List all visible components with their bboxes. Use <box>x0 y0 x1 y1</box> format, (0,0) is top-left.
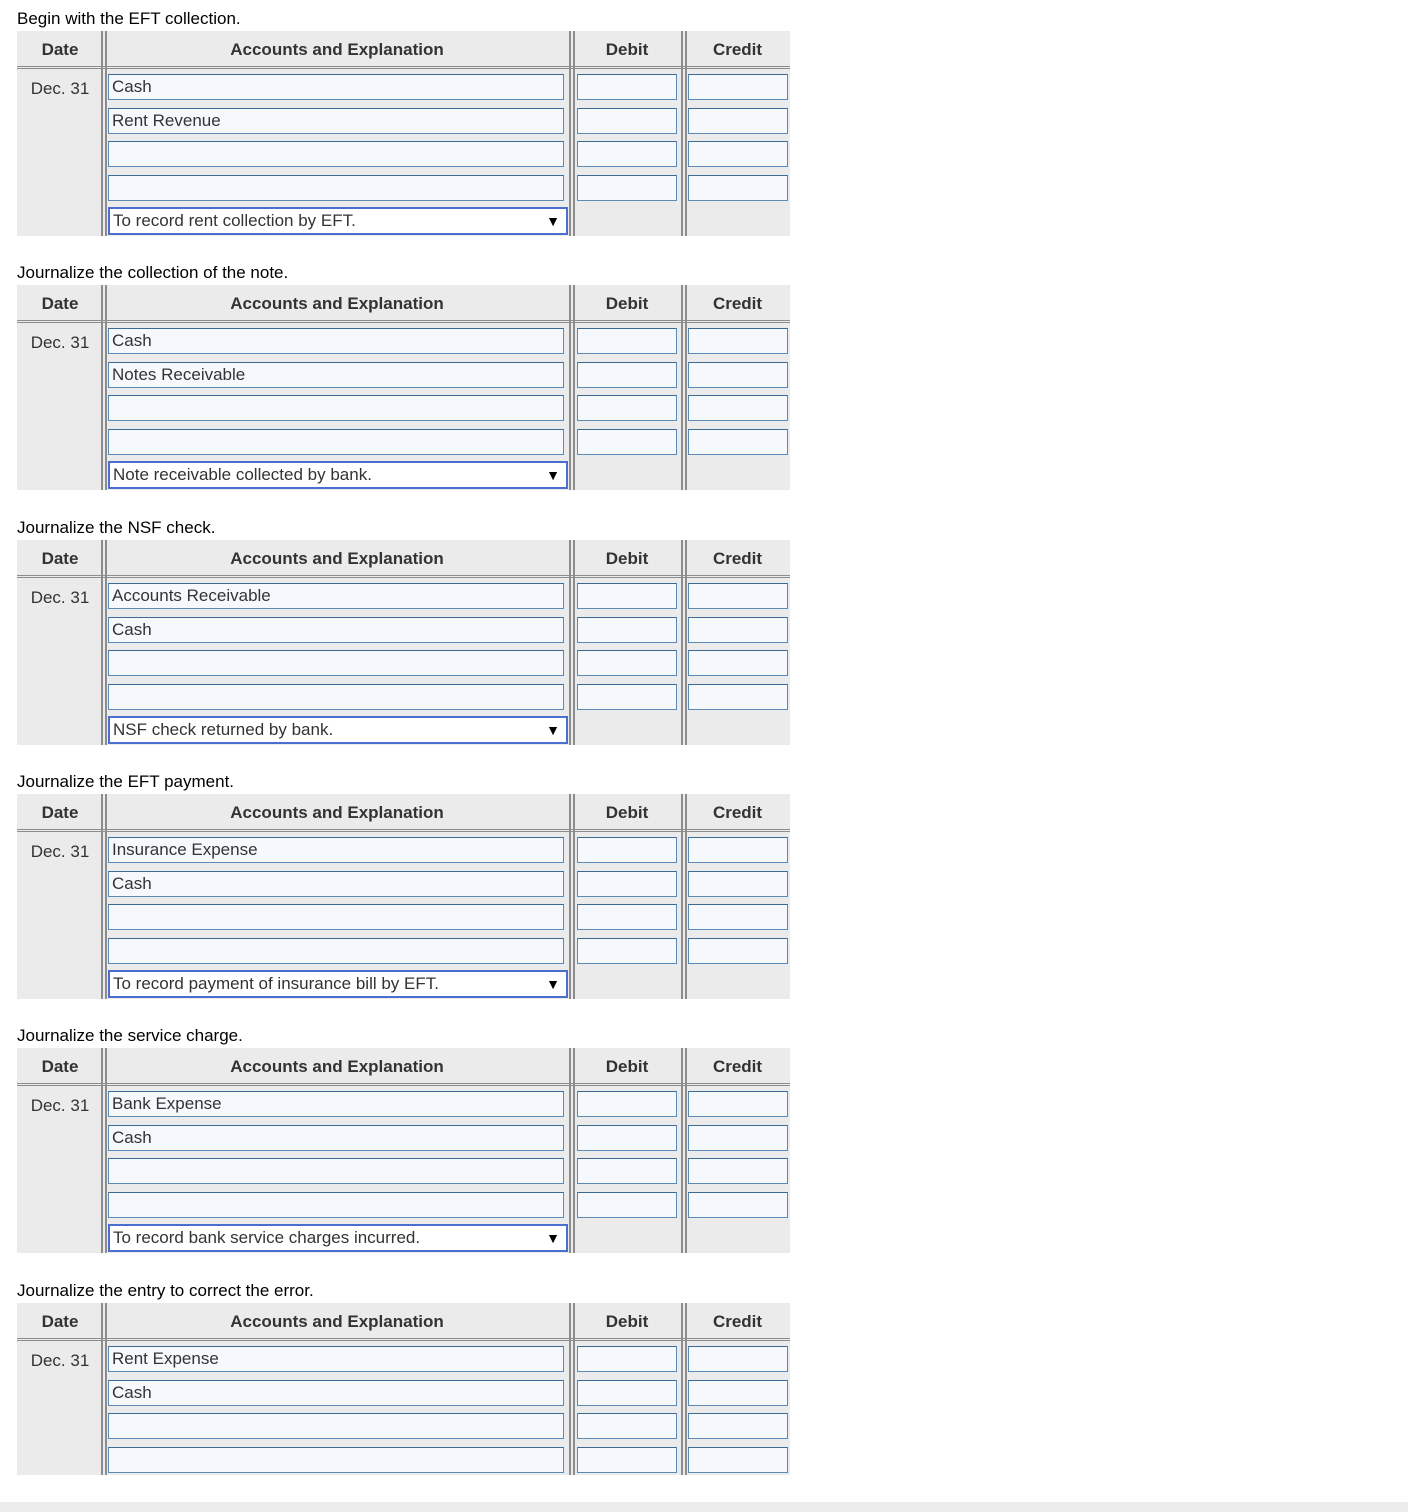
credit-input[interactable] <box>688 1125 788 1151</box>
credit-input[interactable] <box>688 871 788 897</box>
debit-input[interactable] <box>577 74 677 100</box>
dropdown-arrow-icon[interactable]: ▼ <box>546 467 560 483</box>
credit-input[interactable] <box>688 837 788 863</box>
explanation-select[interactable] <box>108 1224 568 1252</box>
journal-table <box>17 540 790 745</box>
debit-input[interactable] <box>577 617 677 643</box>
account-input[interactable] <box>108 1346 564 1372</box>
account-input[interactable] <box>108 395 564 421</box>
entry-date: Dec. 31 <box>30 1096 90 1115</box>
account-input[interactable] <box>108 938 564 964</box>
explanation-selected-value: Note receivable collected by bank. <box>113 465 372 484</box>
table-header <box>17 1048 790 1086</box>
account-input[interactable] <box>108 1447 564 1473</box>
credit-input[interactable] <box>688 74 788 100</box>
explanation-select[interactable] <box>108 716 568 744</box>
date-column-header: Date <box>41 803 79 822</box>
date-column-header: Date <box>41 1312 79 1331</box>
bottom-scroll-area <box>0 1502 1408 1512</box>
account-input[interactable] <box>108 1091 564 1117</box>
credit-input[interactable] <box>688 1380 788 1406</box>
accounts-column-header: Accounts and Explanation <box>230 294 444 313</box>
credit-input[interactable] <box>688 938 788 964</box>
column-divider <box>101 540 107 745</box>
entry-date: Dec. 31 <box>30 588 90 607</box>
account-input[interactable] <box>108 904 564 930</box>
journal-table <box>17 31 790 236</box>
debit-column-header: Debit <box>605 1057 649 1076</box>
credit-input[interactable] <box>688 650 788 676</box>
credit-input[interactable] <box>688 175 788 201</box>
credit-column-header: Credit <box>712 1057 763 1076</box>
column-divider <box>101 1048 107 1253</box>
debit-column-header: Debit <box>605 549 649 568</box>
account-input[interactable] <box>108 871 564 897</box>
debit-column-header: Debit <box>605 40 649 59</box>
date-column-header: Date <box>41 294 79 313</box>
account-input[interactable] <box>108 650 564 676</box>
entry-date: Dec. 31 <box>30 842 90 861</box>
journal-table <box>17 1048 790 1253</box>
date-column-header: Date <box>41 40 79 59</box>
dropdown-arrow-icon[interactable]: ▼ <box>546 213 560 229</box>
journal-table <box>17 1303 790 1475</box>
debit-input[interactable] <box>577 904 677 930</box>
debit-input[interactable] <box>577 1346 677 1372</box>
section-prompt: Begin with the EFT collection. <box>17 9 241 28</box>
column-divider <box>681 540 687 745</box>
credit-input[interactable] <box>688 1192 788 1218</box>
debit-input[interactable] <box>577 141 677 167</box>
account-input[interactable] <box>108 837 564 863</box>
account-input[interactable] <box>108 429 564 455</box>
explanation-select[interactable] <box>108 461 568 489</box>
date-column-header: Date <box>41 549 79 568</box>
account-input[interactable] <box>108 328 564 354</box>
account-input[interactable] <box>108 108 564 134</box>
explanation-selected-value: To record bank service charges incurred. <box>113 1228 421 1247</box>
credit-input[interactable] <box>688 1346 788 1372</box>
debit-input[interactable] <box>577 1192 677 1218</box>
credit-input[interactable] <box>688 904 788 930</box>
debit-input[interactable] <box>577 583 677 609</box>
debit-input[interactable] <box>577 1158 677 1184</box>
account-input[interactable] <box>108 141 564 167</box>
table-header <box>17 1303 790 1341</box>
credit-input[interactable] <box>688 684 788 710</box>
column-divider <box>681 31 687 236</box>
debit-input[interactable] <box>577 1447 677 1473</box>
account-input[interactable] <box>108 583 564 609</box>
credit-column-header: Credit <box>712 1312 763 1331</box>
entry-date: Dec. 31 <box>30 1351 90 1370</box>
entry-date: Dec. 31 <box>30 79 90 98</box>
credit-input[interactable] <box>688 1091 788 1117</box>
section-prompt: Journalize the entry to correct the error. <box>17 1281 314 1300</box>
debit-input[interactable] <box>577 1125 677 1151</box>
debit-input[interactable] <box>577 684 677 710</box>
column-divider <box>569 794 575 999</box>
credit-column-header: Credit <box>712 294 763 313</box>
section-prompt: Journalize the service charge. <box>17 1026 243 1045</box>
column-divider <box>101 1303 107 1475</box>
debit-input[interactable] <box>577 871 677 897</box>
debit-input[interactable] <box>577 938 677 964</box>
debit-input[interactable] <box>577 1380 677 1406</box>
accounts-column-header: Accounts and Explanation <box>230 1312 444 1331</box>
accounts-column-header: Accounts and Explanation <box>230 40 444 59</box>
column-divider <box>681 1303 687 1475</box>
account-input[interactable] <box>108 1413 564 1439</box>
date-column-header: Date <box>41 1057 79 1076</box>
explanation-select[interactable] <box>108 207 568 235</box>
debit-column-header: Debit <box>605 1312 649 1331</box>
column-divider <box>101 285 107 490</box>
column-divider <box>681 1048 687 1253</box>
debit-column-header: Debit <box>605 803 649 822</box>
accounts-column-header: Accounts and Explanation <box>230 803 444 822</box>
account-input[interactable] <box>108 684 564 710</box>
debit-input[interactable] <box>577 328 677 354</box>
debit-input[interactable] <box>577 1413 677 1439</box>
debit-column-header: Debit <box>605 294 649 313</box>
table-header <box>17 794 790 832</box>
table-header <box>17 540 790 578</box>
credit-input[interactable] <box>688 395 788 421</box>
section-prompt: Journalize the NSF check. <box>17 518 216 537</box>
account-input[interactable] <box>108 1158 564 1184</box>
account-input[interactable] <box>108 175 564 201</box>
credit-input[interactable] <box>688 362 788 388</box>
column-divider <box>569 1048 575 1253</box>
credit-column-header: Credit <box>712 803 763 822</box>
column-divider <box>101 31 107 236</box>
explanation-selected-value: To record rent collection by EFT. <box>113 211 356 230</box>
credit-input[interactable] <box>688 429 788 455</box>
credit-input[interactable] <box>688 108 788 134</box>
column-divider <box>681 794 687 999</box>
dropdown-arrow-icon[interactable]: ▼ <box>546 1230 560 1246</box>
debit-input[interactable] <box>577 429 677 455</box>
account-input[interactable] <box>108 617 564 643</box>
column-divider <box>569 1303 575 1475</box>
column-divider <box>569 540 575 745</box>
credit-input[interactable] <box>688 1158 788 1184</box>
column-divider <box>101 794 107 999</box>
dropdown-arrow-icon[interactable]: ▼ <box>546 722 560 738</box>
credit-input[interactable] <box>688 1413 788 1439</box>
debit-input[interactable] <box>577 108 677 134</box>
credit-input[interactable] <box>688 583 788 609</box>
credit-input[interactable] <box>688 328 788 354</box>
credit-input[interactable] <box>688 141 788 167</box>
debit-input[interactable] <box>577 362 677 388</box>
section-prompt: Journalize the collection of the note. <box>17 263 289 282</box>
column-divider <box>569 31 575 236</box>
section-prompt: Journalize the EFT payment. <box>17 772 235 791</box>
credit-input[interactable] <box>688 1447 788 1473</box>
credit-column-header: Credit <box>712 40 763 59</box>
credit-column-header: Credit <box>712 549 763 568</box>
account-input[interactable] <box>108 1125 564 1151</box>
column-divider <box>681 285 687 490</box>
debit-input[interactable] <box>577 650 677 676</box>
dropdown-arrow-icon[interactable]: ▼ <box>546 976 560 992</box>
journal-table <box>17 285 790 490</box>
account-input[interactable] <box>108 362 564 388</box>
accounts-column-header: Accounts and Explanation <box>230 549 444 568</box>
column-divider <box>569 285 575 490</box>
account-input[interactable] <box>108 1192 564 1218</box>
accounts-column-header: Accounts and Explanation <box>230 1057 444 1076</box>
debit-input[interactable] <box>577 395 677 421</box>
journal-table <box>17 794 790 999</box>
debit-input[interactable] <box>577 175 677 201</box>
account-input[interactable] <box>108 1380 564 1406</box>
debit-input[interactable] <box>577 1091 677 1117</box>
credit-input[interactable] <box>688 617 788 643</box>
explanation-selected-value: To record payment of insurance bill by EFT. <box>113 974 439 993</box>
table-header <box>17 31 790 69</box>
debit-input[interactable] <box>577 837 677 863</box>
table-header <box>17 285 790 323</box>
explanation-selected-value: NSF check returned by bank. <box>113 720 334 739</box>
explanation-select[interactable] <box>108 970 568 998</box>
account-input[interactable] <box>108 74 564 100</box>
entry-date: Dec. 31 <box>30 333 90 352</box>
